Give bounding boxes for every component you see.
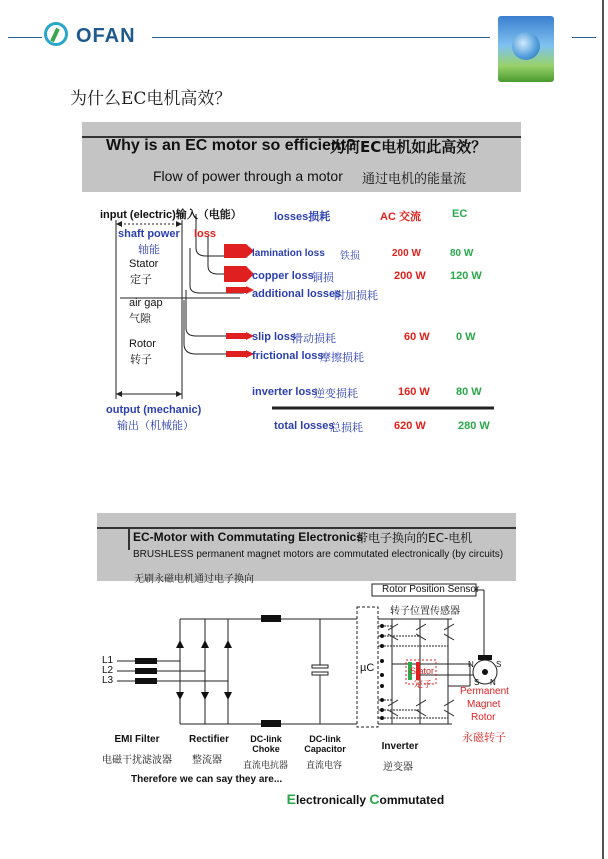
col-ec: EC bbox=[452, 208, 468, 220]
shaft-power-label: shaft power bbox=[118, 228, 180, 240]
slide2-subtitle-zh: 无刷永磁电机通过电子换向 bbox=[134, 574, 254, 585]
motor-s-bottom: S bbox=[474, 678, 480, 687]
block-rectifier-zh: 整流器 bbox=[192, 755, 222, 766]
col-ac: AC 交流 bbox=[380, 211, 421, 223]
block-label-en: EMI Filter bbox=[114, 734, 160, 745]
slide1-title-zh: 为何EC电机如此高效？ bbox=[330, 138, 487, 156]
total-ac: 620 W bbox=[394, 420, 426, 432]
loss-row-ac: 200 W bbox=[392, 248, 421, 259]
total-label-zh: 总损耗 bbox=[330, 421, 363, 434]
block-choke-zh: 直流电抗器 bbox=[243, 761, 289, 771]
pm-rotor-line1: Permanent bbox=[460, 686, 509, 697]
loss-row-label-en: additional losses bbox=[252, 288, 342, 300]
stator-zh: 定子 bbox=[130, 273, 152, 286]
line-l1: L1 bbox=[102, 655, 114, 666]
motor-s-top: S bbox=[496, 660, 502, 669]
line-l2: L2 bbox=[102, 665, 114, 676]
loss-row-label-en: slip loss bbox=[252, 331, 297, 343]
loss-row-label-zh: 摩擦损耗 bbox=[320, 351, 364, 364]
block-rectifier bbox=[184, 734, 234, 745]
loss-row-label-zh: 铁损 bbox=[340, 251, 360, 262]
ec-letter-e: E bbox=[286, 791, 297, 807]
pm-rotor-zh: 永磁转子 bbox=[462, 731, 506, 744]
slide2-subtitle-en: BRUSHLESS permanent magnet motors are commutated electronically (by circuits) bbox=[133, 549, 504, 560]
block-inverter bbox=[378, 741, 422, 752]
total-label-en: total losses bbox=[274, 420, 335, 432]
loss-row-label-zh: 逆变损耗 bbox=[314, 387, 358, 400]
ec-word-commutated: ommutated bbox=[379, 793, 445, 807]
air-gap-zh: 气隙 bbox=[129, 312, 151, 325]
air-gap-label: air gap bbox=[129, 297, 163, 309]
slide1-title-en: Why is an EC motor so efficient? bbox=[106, 137, 356, 154]
block-capacitor bbox=[302, 734, 348, 754]
block-capacitor-zh: 直流电容 bbox=[306, 761, 343, 771]
conclusion-text: Therefore we can say they are... bbox=[131, 774, 283, 785]
loss-row-ac: 200 W bbox=[394, 270, 426, 282]
block-label-en: DC-link Choke bbox=[250, 734, 282, 754]
rotor-zh: 转子 bbox=[130, 353, 152, 366]
motor-n-top: N bbox=[468, 660, 474, 669]
output-label: output (mechanic) bbox=[106, 404, 202, 416]
col-losses: losses损耗 bbox=[274, 211, 331, 223]
page-title: 为什么EC电机高效？ bbox=[70, 89, 232, 109]
ec-phrase bbox=[280, 777, 444, 807]
stator-zh-2: 定子 bbox=[414, 680, 433, 690]
loss-label: loss bbox=[194, 228, 217, 240]
stator-label-2: Stator bbox=[410, 666, 435, 676]
loss-row-label-en: frictional loss bbox=[252, 350, 324, 362]
output-zh: 输出（机械能） bbox=[117, 419, 194, 432]
block-label-en: DC-link Capacitor bbox=[304, 734, 346, 754]
loss-row-ec: 120 W bbox=[450, 270, 482, 282]
slide2-title-en: EC-Motor with Commutating Electronics bbox=[133, 530, 364, 544]
slide1-subtitle-zh: 通过电机的能量流 bbox=[362, 172, 467, 187]
shaft-power-zh: 轴能 bbox=[138, 243, 160, 256]
total-ec: 280 W bbox=[458, 420, 490, 432]
block-emi-zh: 电磁干扰滤波器 bbox=[102, 755, 172, 766]
block-emi bbox=[104, 734, 170, 745]
loss-row-ac: 60 W bbox=[404, 331, 430, 343]
block-inverter-zh: 逆变器 bbox=[383, 762, 413, 773]
rotor-sensor-zh: 转子位置传感器 bbox=[390, 606, 460, 617]
loss-row-ec: 80 W bbox=[450, 248, 474, 259]
rotor-sensor-label: Rotor Position Sensor bbox=[382, 584, 480, 595]
loss-row-label-en: lamination loss bbox=[252, 248, 325, 259]
loss-row-label-zh: 附加损耗 bbox=[334, 289, 378, 302]
loss-row-label-en: copper loss bbox=[252, 270, 314, 282]
line-l3: L3 bbox=[102, 675, 114, 686]
motor-n-bottom: N bbox=[490, 678, 496, 687]
ec-word-electronically: lectronically bbox=[296, 793, 370, 807]
loss-row-label-en: inverter loss bbox=[252, 386, 318, 398]
block-label-en: Rectifier bbox=[188, 734, 229, 745]
block-label-en: Inverter bbox=[381, 741, 419, 752]
loss-row-ec: 0 W bbox=[456, 331, 476, 343]
rotor-label: Rotor bbox=[129, 338, 156, 350]
pm-rotor-line3: Rotor bbox=[471, 712, 496, 723]
input-label: input (electric)输入（电能） bbox=[100, 209, 242, 221]
microcontroller-label: µC bbox=[360, 662, 375, 674]
stator-label: Stator bbox=[129, 258, 159, 270]
pm-rotor-line2: Magnet bbox=[467, 699, 501, 710]
loss-row-ac: 160 W bbox=[398, 386, 430, 398]
loss-row-label-zh: 滑动损耗 bbox=[292, 332, 336, 345]
loss-row-ec: 80 W bbox=[456, 386, 482, 398]
loss-row-label-zh: 铜损 bbox=[312, 271, 334, 284]
ec-letter-c: C bbox=[369, 791, 380, 807]
slide2-title-zh: 带电子换向的EC-电机 bbox=[356, 531, 473, 545]
block-choke bbox=[246, 734, 286, 754]
brand-name: OFAN bbox=[76, 25, 136, 47]
slide1-subtitle-en: Flow of power through a motor bbox=[153, 168, 343, 184]
